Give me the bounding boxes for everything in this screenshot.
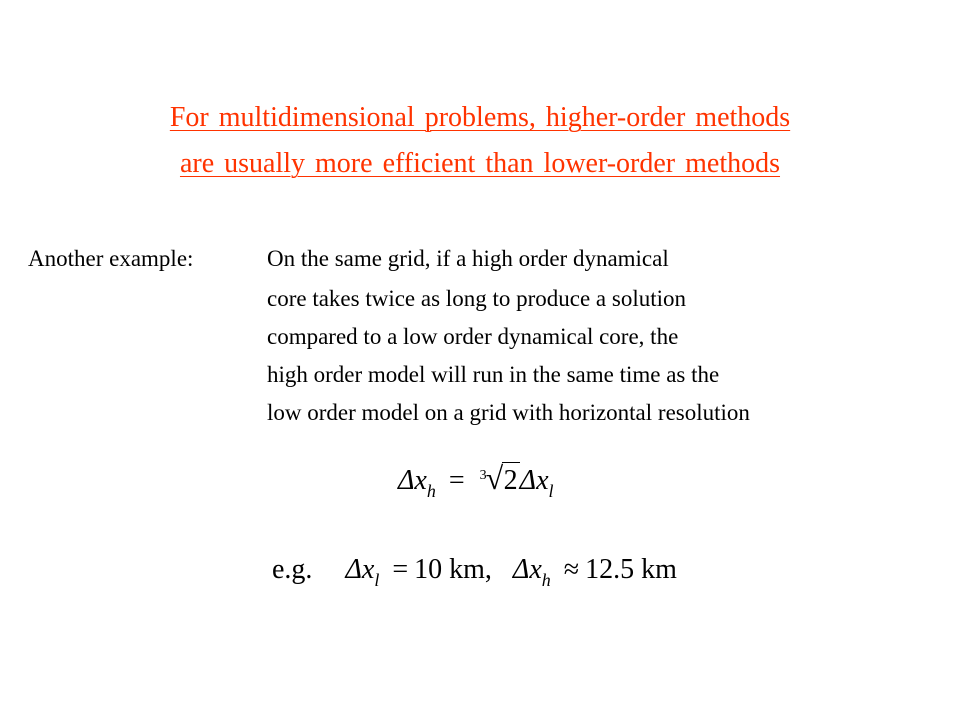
example-formula [272, 552, 677, 598]
subscript-l-example: l [374, 570, 380, 590]
subscript-h: h [426, 481, 436, 501]
cube-root [478, 462, 520, 499]
equals-sign-example: = [392, 554, 409, 585]
body-line-3: compared to a low order dynamical core, the [267, 324, 679, 349]
approx-sign: ≈ [563, 554, 580, 585]
subscript-h-example: h [541, 570, 551, 590]
equals-sign: = [448, 465, 465, 496]
low-res-value: 10 km, [414, 554, 492, 585]
eg-label: e.g. [272, 554, 313, 585]
body-line-2: core takes twice as long to produce a solution [267, 286, 686, 311]
resolution-formula [398, 462, 554, 509]
delta-x-l-example: Δx [345, 554, 375, 585]
root-index: 3 [479, 468, 487, 483]
delta-x-h-example: Δx [512, 554, 542, 585]
example-lead: Another example: [28, 246, 194, 271]
subscript-l: l [548, 481, 554, 501]
title-line-1: For multidimensional problems, higher-order methods [169, 102, 791, 133]
body-line-4: high order model will run in the same time as the [267, 362, 720, 387]
body-line-1: On the same grid, if a high order dynamical [267, 246, 669, 271]
delta-x-l: Δx [519, 465, 549, 496]
high-res-value: 12.5 km [585, 554, 677, 585]
delta-x-h: Δx [398, 465, 427, 496]
radical-icon: √ [485, 460, 504, 496]
body-line-5: low order model on a grid with horizontal resolution [267, 400, 750, 425]
title-line-2: are usually more efficient than lower-order methods [179, 148, 781, 179]
radicand: 2 [502, 462, 520, 499]
